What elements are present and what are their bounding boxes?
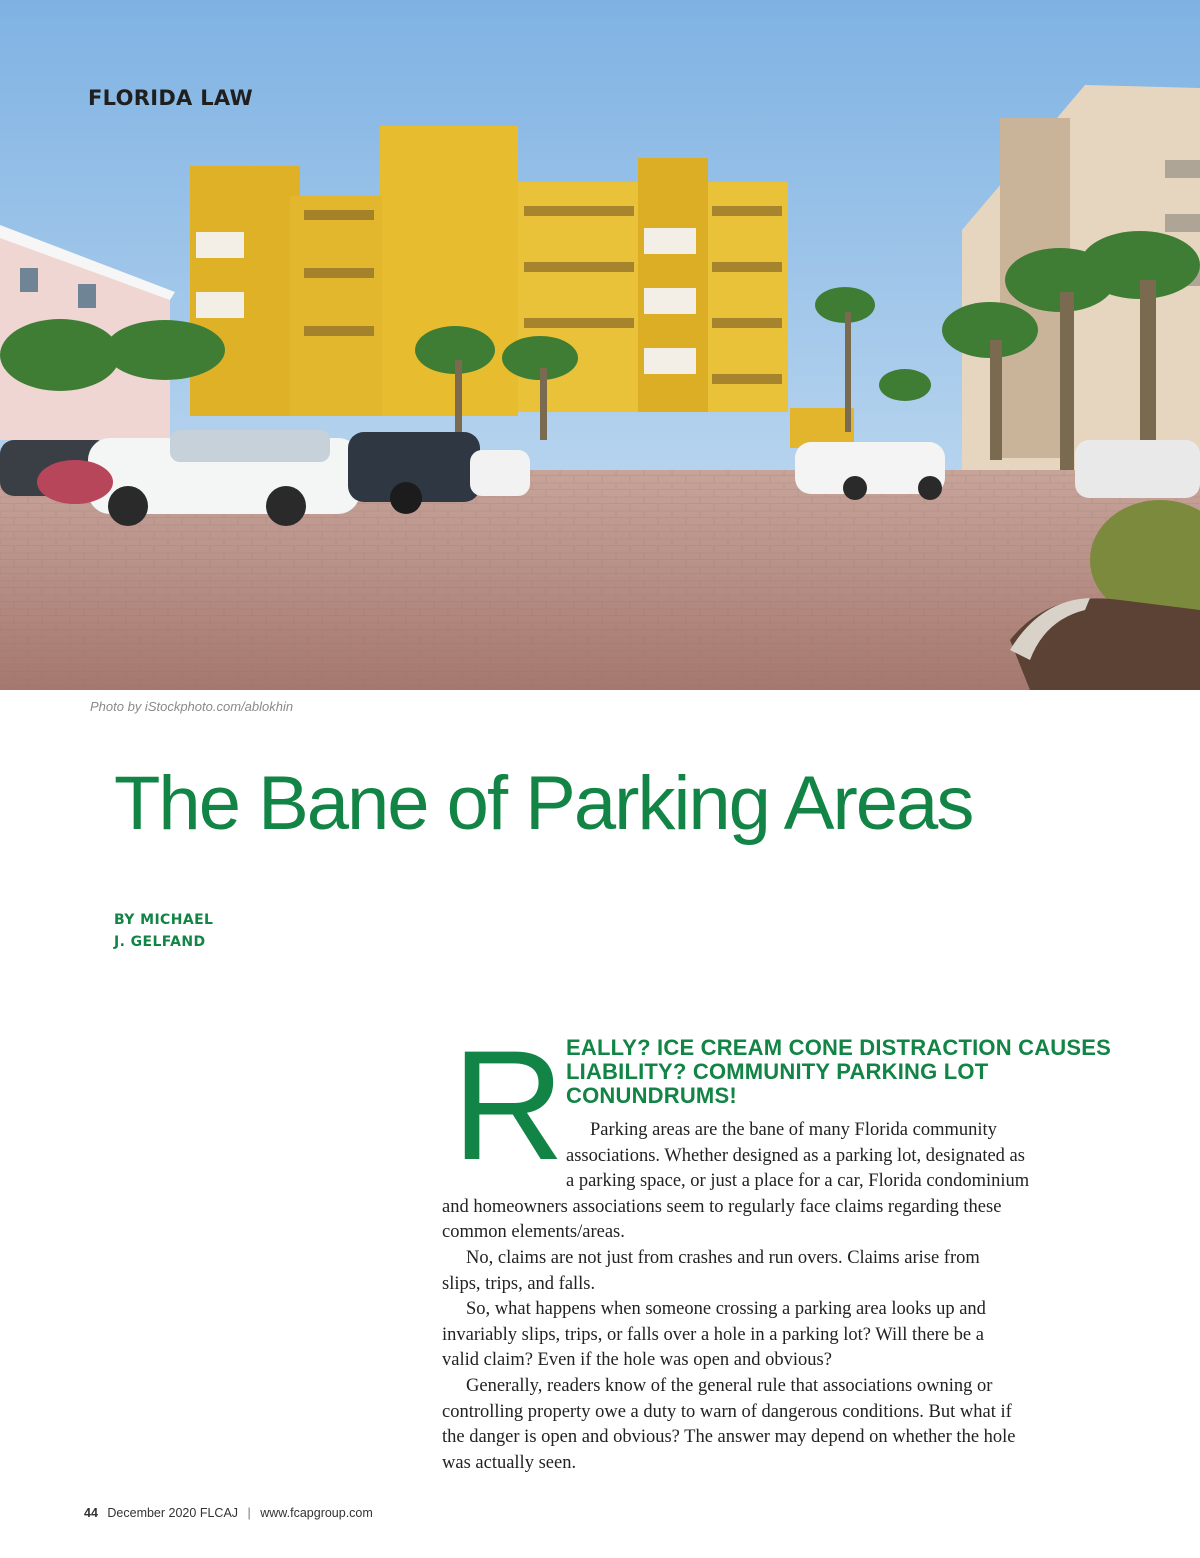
- page-footer: [84, 1506, 373, 1520]
- publication-name: FLCAJ: [199, 1506, 239, 1520]
- body-line: Parking areas are the bane of many Florida community: [590, 1120, 997, 1140]
- section-label: FLORIDA LAW: [88, 86, 253, 110]
- body-line: controlling property owe a duty to warn of dangerous conditions. But what if: [442, 1401, 1012, 1422]
- body-line: So, what happens when someone crossing a parking area looks up and: [466, 1299, 986, 1320]
- body-line: and homeowners associations seem to regularly face claims regarding these: [442, 1196, 1002, 1217]
- byline-line: J. GELFAND: [114, 934, 206, 950]
- body-line: invariably slips, trips, or falls over a hole in a parking lot? Will there be a: [442, 1324, 984, 1345]
- byline: [114, 909, 254, 953]
- lede-heading: [566, 1036, 1114, 1108]
- body-line: a parking space, or just a place for a car, Florida condominium: [566, 1171, 1030, 1192]
- website-link[interactable]: www.fcapgroup.com: [260, 1506, 373, 1520]
- article-title: The Bane of Parking Areas: [114, 761, 973, 846]
- body-line: valid claim? Even if the hole was open and obvious?: [442, 1350, 832, 1371]
- body-line: common elements/areas.: [442, 1222, 625, 1243]
- lede-line: EALLY? ICE CREAM CONE DISTRACTION CAUSES: [566, 1035, 1112, 1060]
- drop-cap: R: [452, 1019, 565, 1193]
- issue-date: December 2020: [107, 1506, 197, 1520]
- body-line: No, claims are not just from crashes and run overs. Claims arise from: [466, 1247, 980, 1268]
- body-line: the danger is open and obvious? The answer may depend on whether the hole: [442, 1427, 1016, 1448]
- footer-separator: |: [247, 1506, 251, 1520]
- body-line: Generally, readers know of the general rule that associations owning or: [466, 1375, 993, 1396]
- byline-line: BY MICHAEL: [114, 912, 214, 928]
- body-line: associations. Whether designed as a parking lot, designated as: [566, 1145, 1025, 1166]
- lede-line: CONUNDRUMS!: [566, 1083, 737, 1108]
- lede-line: LIABILITY? COMMUNITY PARKING LOT: [566, 1059, 989, 1084]
- page-number: 44: [84, 1506, 98, 1520]
- body-line: was actually seen.: [442, 1452, 577, 1473]
- body-text: [442, 1118, 1114, 1476]
- photo-credit: Photo by iStockphoto.com/ablokhin: [90, 699, 294, 714]
- body-line: slips, trips, and falls.: [442, 1273, 596, 1294]
